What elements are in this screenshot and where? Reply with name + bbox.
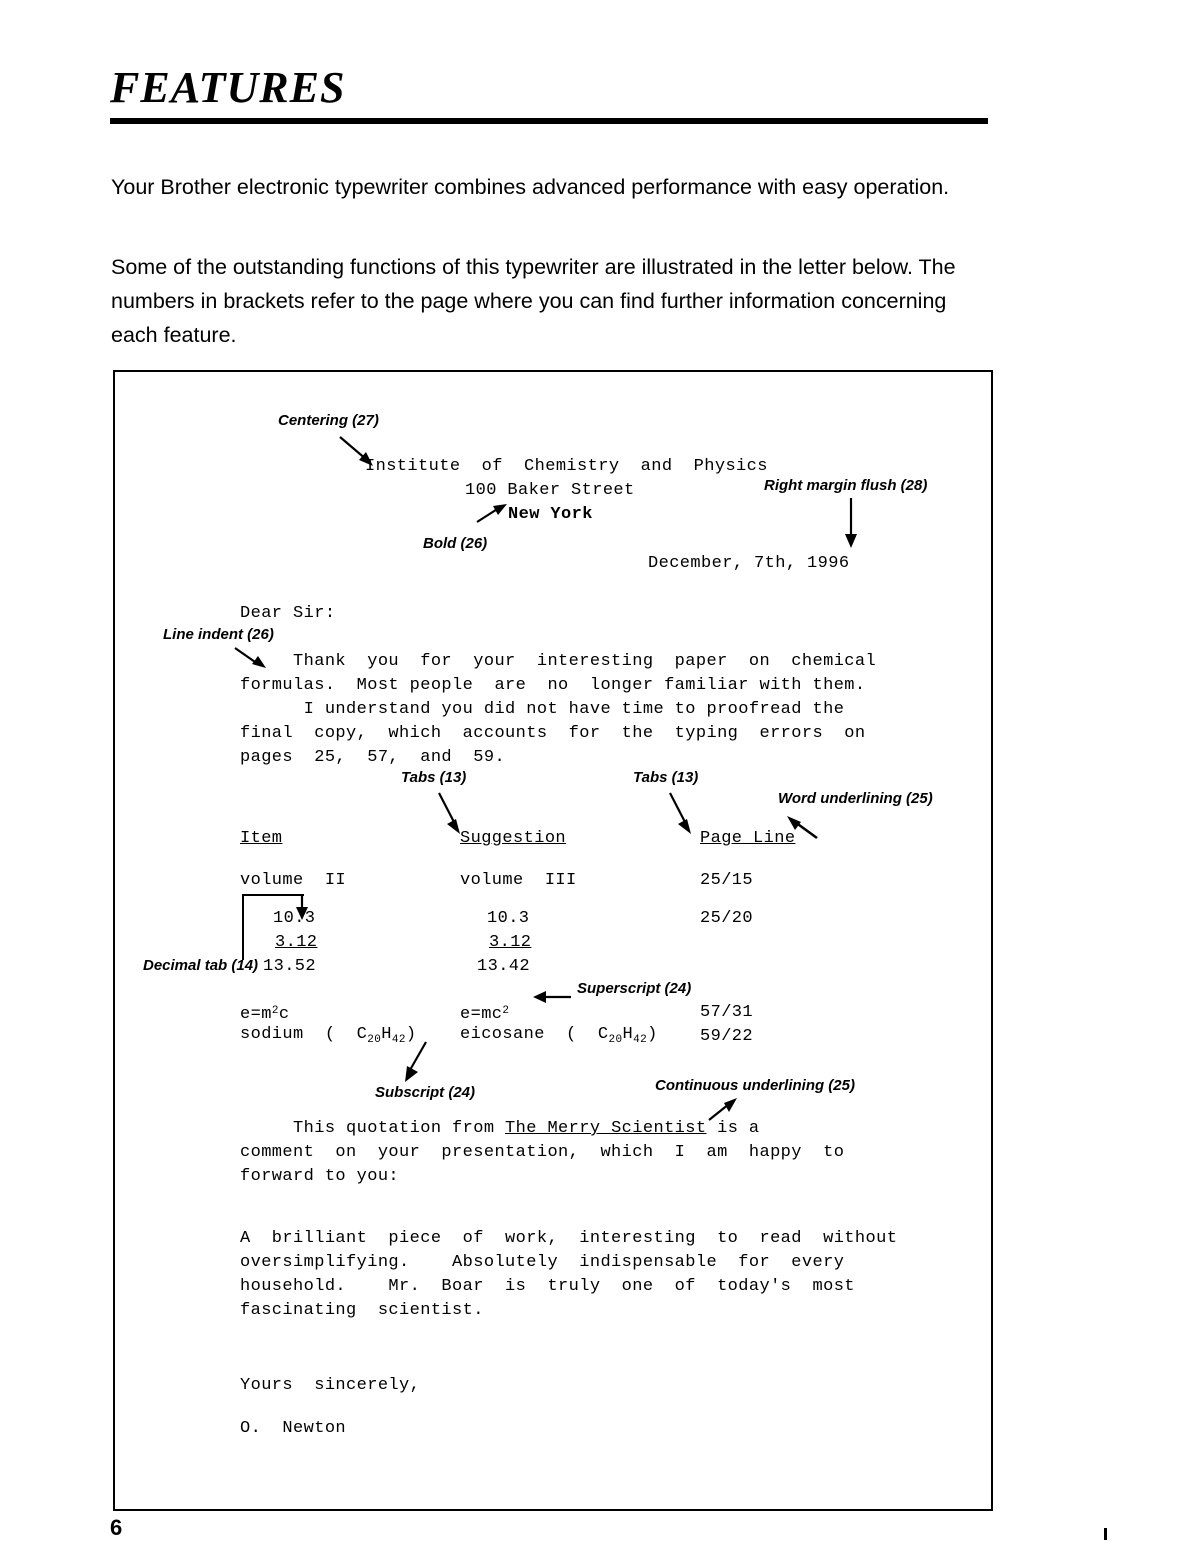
quote-line3: household. Mr. Boar is truly one of today's most <box>240 1277 855 1296</box>
table-header-page-line: Page Line <box>700 829 796 848</box>
quote-intro-line3: forward to you: <box>240 1167 400 1186</box>
annotation-bold: Bold (26) <box>423 535 488 552</box>
quote-intro-line2: comment on your presentation, which I am happy to <box>240 1143 845 1162</box>
letter-signature: O. Newton <box>240 1419 347 1438</box>
table-header-item: Item <box>240 829 283 848</box>
corner-print-mark <box>1104 1528 1107 1540</box>
annotation-decimal-tab: Decimal tab (14) <box>143 957 259 974</box>
title-underline-rule <box>110 118 988 124</box>
table-row-1-suggestion: volume III <box>460 871 577 890</box>
letter-body1-line4: final copy, which accounts for the typing errors on <box>240 724 866 743</box>
arrow-subscript <box>400 1040 434 1084</box>
table-header-suggestion: Suggestion <box>460 829 567 848</box>
table-row-3-item: 3.12 <box>275 933 318 952</box>
table-row-1-page: 25/15 <box>700 871 754 890</box>
letter-body1-line2: formulas. Most people are no longer familiar with them. <box>240 676 866 695</box>
arrow-right-margin-flush <box>841 498 861 550</box>
quote-title-underlined: The Merry Scientist <box>505 1119 707 1138</box>
letter-date: December, 7th, 1996 <box>648 554 850 573</box>
quote-intro-post: is a <box>706 1119 760 1138</box>
annotation-right-margin-flush: Right margin flush (28) <box>764 477 928 494</box>
quote-intro-pre: This quotation from <box>240 1119 506 1138</box>
letter-org: Institute of Chemistry and Physics <box>365 457 768 476</box>
letter-closing: Yours sincerely, <box>240 1376 421 1395</box>
annotation-tabs-right: Tabs (13) <box>633 769 699 786</box>
quote-line1: A brilliant piece of work, interesting to read without <box>240 1229 898 1248</box>
letter-city: New York <box>508 505 593 524</box>
annotation-subscript: Subscript (24) <box>375 1084 476 1101</box>
arrow-superscript <box>531 988 573 1006</box>
table-row-6-page: 59/22 <box>700 1027 754 1046</box>
page-number: 6 <box>110 1515 123 1540</box>
table-row-4-suggestion: 13.42 <box>477 957 531 976</box>
intro-paragraph-1: Your Brother electronic typewriter combines advanced performance with easy operation. <box>111 175 950 199</box>
sample-letter-frame <box>113 370 993 1511</box>
table-row-3-suggestion: 3.12 <box>489 933 532 952</box>
arrow-bold <box>473 498 513 528</box>
annotation-word-underlining: Word underlining (25) <box>778 790 933 807</box>
letter-body1-line1: Thank you for your interesting paper on chemical <box>240 652 877 671</box>
table-row-2-page: 25/20 <box>700 909 754 928</box>
arrow-tabs-right <box>666 790 696 836</box>
annotation-superscript: Superscript (24) <box>577 980 692 997</box>
quote-line4: fascinating scientist. <box>240 1301 484 1320</box>
intro-paragraph-2: Some of the outstanding functions of this typewriter are illustrated in the letter below. The numbers in brackets refer to the page where you can find further information concerning each feature. <box>111 255 956 347</box>
letter-street: 100 Baker Street <box>465 481 635 500</box>
table-row-5-item: $e=m^2c$ <box>240 1005 290 1024</box>
table-row-5-suggestion: $e=mc^2$ <box>460 1005 510 1024</box>
annotation-centering: Centering (27) <box>278 412 379 429</box>
quote-intro-line1 <box>240 1117 760 1141</box>
table-row-6-suggestion: eicosane ( $C_{20}H_{42}$) <box>460 1025 658 1046</box>
letter-salutation: Dear Sir: <box>240 604 336 623</box>
letter-body1-line3: I understand you did not have time to proofread the <box>240 700 845 719</box>
annotation-continuous-underlining: Continuous underlining (25) <box>655 1077 855 1094</box>
annotation-tabs-left: Tabs (13) <box>401 769 467 786</box>
table-row-1-item: volume II <box>240 871 347 890</box>
table-row-6-item: sodium ( $C_{20}H_{42}$) <box>240 1025 417 1046</box>
table-row-2-suggestion: 10.3 <box>487 909 530 928</box>
table-row-2-item: 10.3 <box>273 909 316 928</box>
annotation-line-indent: Line indent (26) <box>163 626 274 643</box>
table-row-5-page: 57/31 <box>700 1003 754 1022</box>
table-row-4-item: 13.52 <box>263 957 317 976</box>
letter-body1-line5: pages 25, 57, and 59. <box>240 748 506 767</box>
page-title: FEATURES <box>110 63 346 112</box>
quote-line2: oversimplifying. Absolutely indispensable for every <box>240 1253 845 1272</box>
